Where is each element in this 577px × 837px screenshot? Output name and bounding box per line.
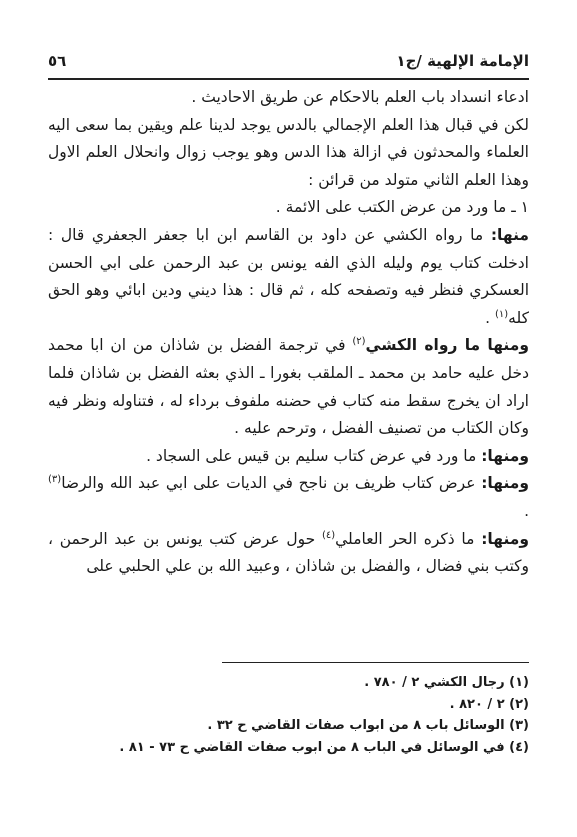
paragraph-4-end: . bbox=[485, 308, 495, 327]
paragraph-7-text: عرض كتاب ظريف بن ناجح في الديات على ابي عبد الله والرضا bbox=[61, 474, 482, 493]
running-title: الإمامة الإلهية /ج١ bbox=[396, 52, 529, 70]
paragraph-6 bbox=[48, 443, 529, 471]
footnote-ref-4: (٤) bbox=[321, 529, 336, 541]
footnote-4: (٤) في الوسائل في الباب ٨ من ابوب صفات القاضي ح ٧٣ - ٨١ . bbox=[119, 739, 529, 755]
footnote-3: (٣) الوسائل باب ٨ من ابواب صفات القاضي ح ٣٢ . bbox=[207, 718, 529, 733]
paragraph-5-lead: ومنها ما رواه الكشي bbox=[365, 336, 529, 355]
paragraph-5 bbox=[48, 332, 529, 442]
paragraph-8-lead: ومنها: bbox=[481, 529, 529, 548]
paragraph-8-text-2: حول عرض كتب يونس بن عبد الرحمن ، وكتب بني فضال ، والفضل بن شاذان ، وعبيد الله بن علي الحلبي على bbox=[48, 529, 529, 576]
paragraph-2: لكن في قبال هذا العلم الإجمالي بالدس يوجد لدينا علم ويقين بما سعى اليه العلماء والمحدثون في ازالة هذا الدس وهو يوجب زوال وانحلال العلم الاول وهذا العلم الثاني متولد من قرائن : bbox=[48, 115, 529, 189]
paragraph-8 bbox=[48, 526, 529, 581]
paragraph-1: ادعاء انسداد باب العلم بالاحكام عن طريق الاحاديث . bbox=[191, 88, 529, 106]
paragraph-4-lead: منها: bbox=[490, 225, 529, 244]
body-text bbox=[48, 84, 529, 581]
page-number: ٥٦ bbox=[48, 52, 67, 70]
footnote-rule bbox=[222, 662, 529, 663]
footnotes bbox=[48, 672, 529, 758]
paragraph-5-text: في ترجمة الفضل بن شاذان من ان ابا محمد دخل عليه حامد بن محمد ـ الملقب بغورا ـ الذي بعثه الفضل بن شاذان فلما اراد ان يخرج سقط منه كتاب في حضنه ملفوف برداء له ، فتناوله ونظر فيه وكان الكتاب من تصنيف الفضل ، وترحم عليه . bbox=[48, 336, 529, 438]
footnote-ref-3: (٣) bbox=[48, 474, 62, 486]
header-rule bbox=[48, 78, 529, 80]
footnote-ref-2: (٢) bbox=[352, 336, 366, 348]
paragraph-7 bbox=[48, 470, 529, 525]
paragraph-4-text: ما رواه الكشي عن داود بن القاسم ابن ابا جعفر الجعفري قال : ادخلت كتاب يوم وليله الذي الفه يونس بن عبد الرحمن على ابي الحسن العسكري فنظر فيه وتصفحه كله ، ثم قال : هذا ديني ودين ابائي وهو الحق كله bbox=[48, 225, 529, 327]
running-header bbox=[48, 52, 529, 76]
paragraph-4 bbox=[48, 222, 529, 332]
paragraph-7-end: . bbox=[524, 501, 529, 520]
paragraph-7-lead: ومنها: bbox=[481, 474, 529, 493]
footnote-1: (١) رجال الكشي ٢ / ٧٨٠ . bbox=[364, 675, 529, 690]
paragraph-8-text: ما ذكره الحر العاملي bbox=[335, 529, 482, 548]
paragraph-3: ١ ـ ما ورد من عرض الكتب على الائمة . bbox=[275, 198, 529, 217]
paragraph-6-text: ما ورد في عرض كتاب سليم بن قيس على السجاد . bbox=[146, 446, 482, 465]
footnote-ref-1: (١) bbox=[494, 308, 509, 320]
paragraph-6-lead: ومنها: bbox=[481, 446, 529, 465]
footnote-2: (٢) ٢ / ٨٢٠ . bbox=[449, 696, 529, 712]
